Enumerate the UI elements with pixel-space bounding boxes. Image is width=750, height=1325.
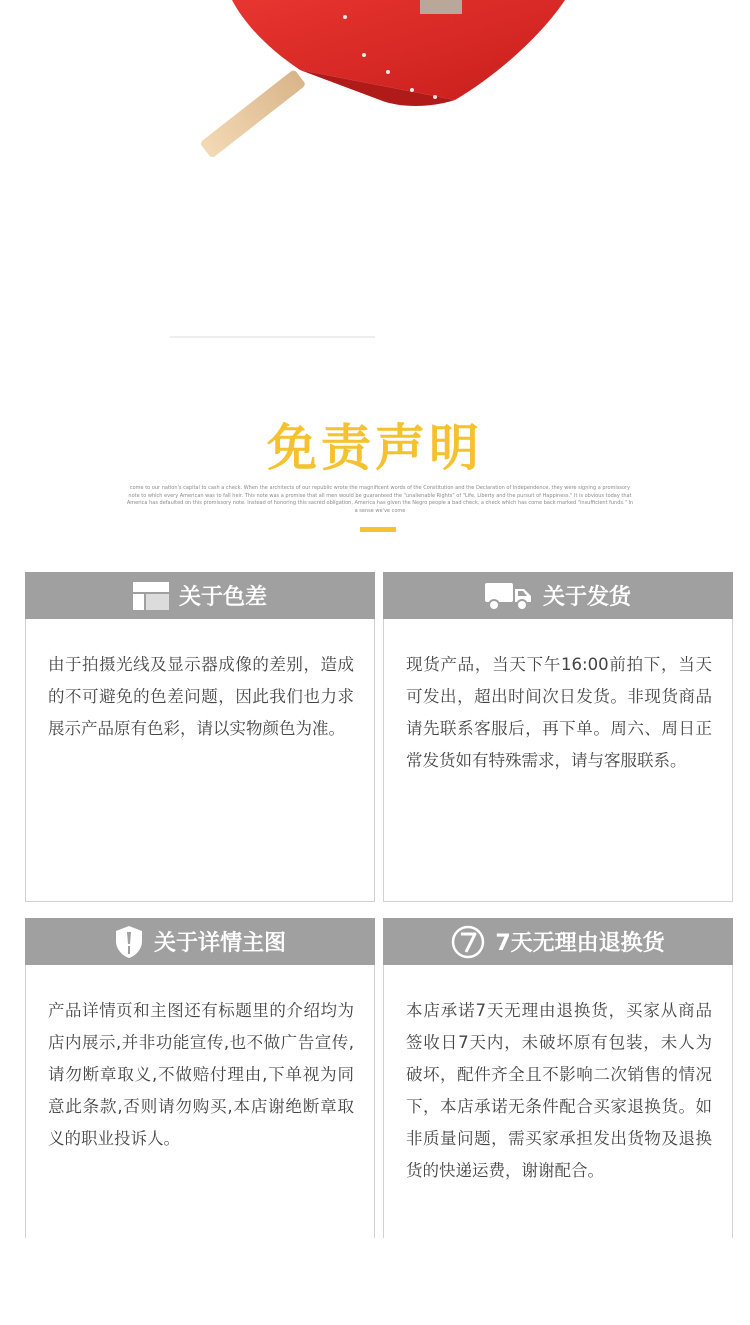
card-body: 现货产品，当天下午16:00前拍下，当天可发出，超出时间次日发货。非现货商品请先联系客服后，再下单。周六、周日正常发货如有特殊需求，请与客服联系。	[406, 655, 712, 770]
card-body: 产品详情页和主图还有标题里的介绍均为店内展示,并非功能宣传,也不做广告宣传,请勿断章取义,不做赔付理由,下单视为同意此条款,否则请勿购买,本店谢绝断章取义的职业投诉人。	[48, 1001, 354, 1148]
shipping-card	[383, 572, 733, 902]
detail-images-card	[25, 918, 375, 1238]
truck-icon	[485, 581, 533, 611]
card-title: 关于详情主图	[153, 931, 286, 956]
card-header	[25, 572, 375, 619]
shield-icon	[114, 925, 144, 959]
disclaimer-subtitle: come to our nation's capital to cash a check. When the architects of our republic wrote the magnificent words of the Constitution and the Declaration of Independence, they were signing a promissory note to which every American was to fall heir. This note was a promise that all men would be guaranteed the "unalienable Rights" of "Life, Liberty and the pursuit of Happiness." It is obvious today that America has defaulted on this promissory note. Instead of honoring this sacred obligation, America has given the Negro people a bad check, a check which has come back marked "insufficient funds." In a sense we've come	[126, 485, 634, 514]
number-seven-icon	[451, 925, 485, 959]
product-image	[0, 0, 750, 345]
color-swatch-icon	[133, 582, 169, 610]
card-body: 本店承诺7天无理由退换货，买家从商品签收日7天内，未破坏原有包装，未人为破坏，配件齐全且不影响二次销售的情况下，本店承诺无条件配合买家退换货。如非质量问题，需买家承担发出货物及退换货的快递运费，谢谢配合。	[406, 1001, 712, 1180]
disclaimer-title: 免责声明	[267, 419, 483, 477]
card-title: 关于发货	[542, 585, 631, 610]
card-header	[25, 918, 375, 965]
card-title: 7天无理由退换货	[495, 931, 665, 956]
card-header	[383, 918, 733, 965]
card-header	[383, 572, 733, 619]
returns-card	[383, 918, 733, 1238]
card-title: 关于色差	[178, 585, 267, 610]
title-underline	[360, 527, 396, 532]
card-body: 由于拍摄光线及显示器成像的差别，造成的不可避免的色差问题，因此我们也力求展示产品原有色彩，请以实物颜色为准。	[48, 655, 354, 738]
color-difference-card	[25, 572, 375, 902]
